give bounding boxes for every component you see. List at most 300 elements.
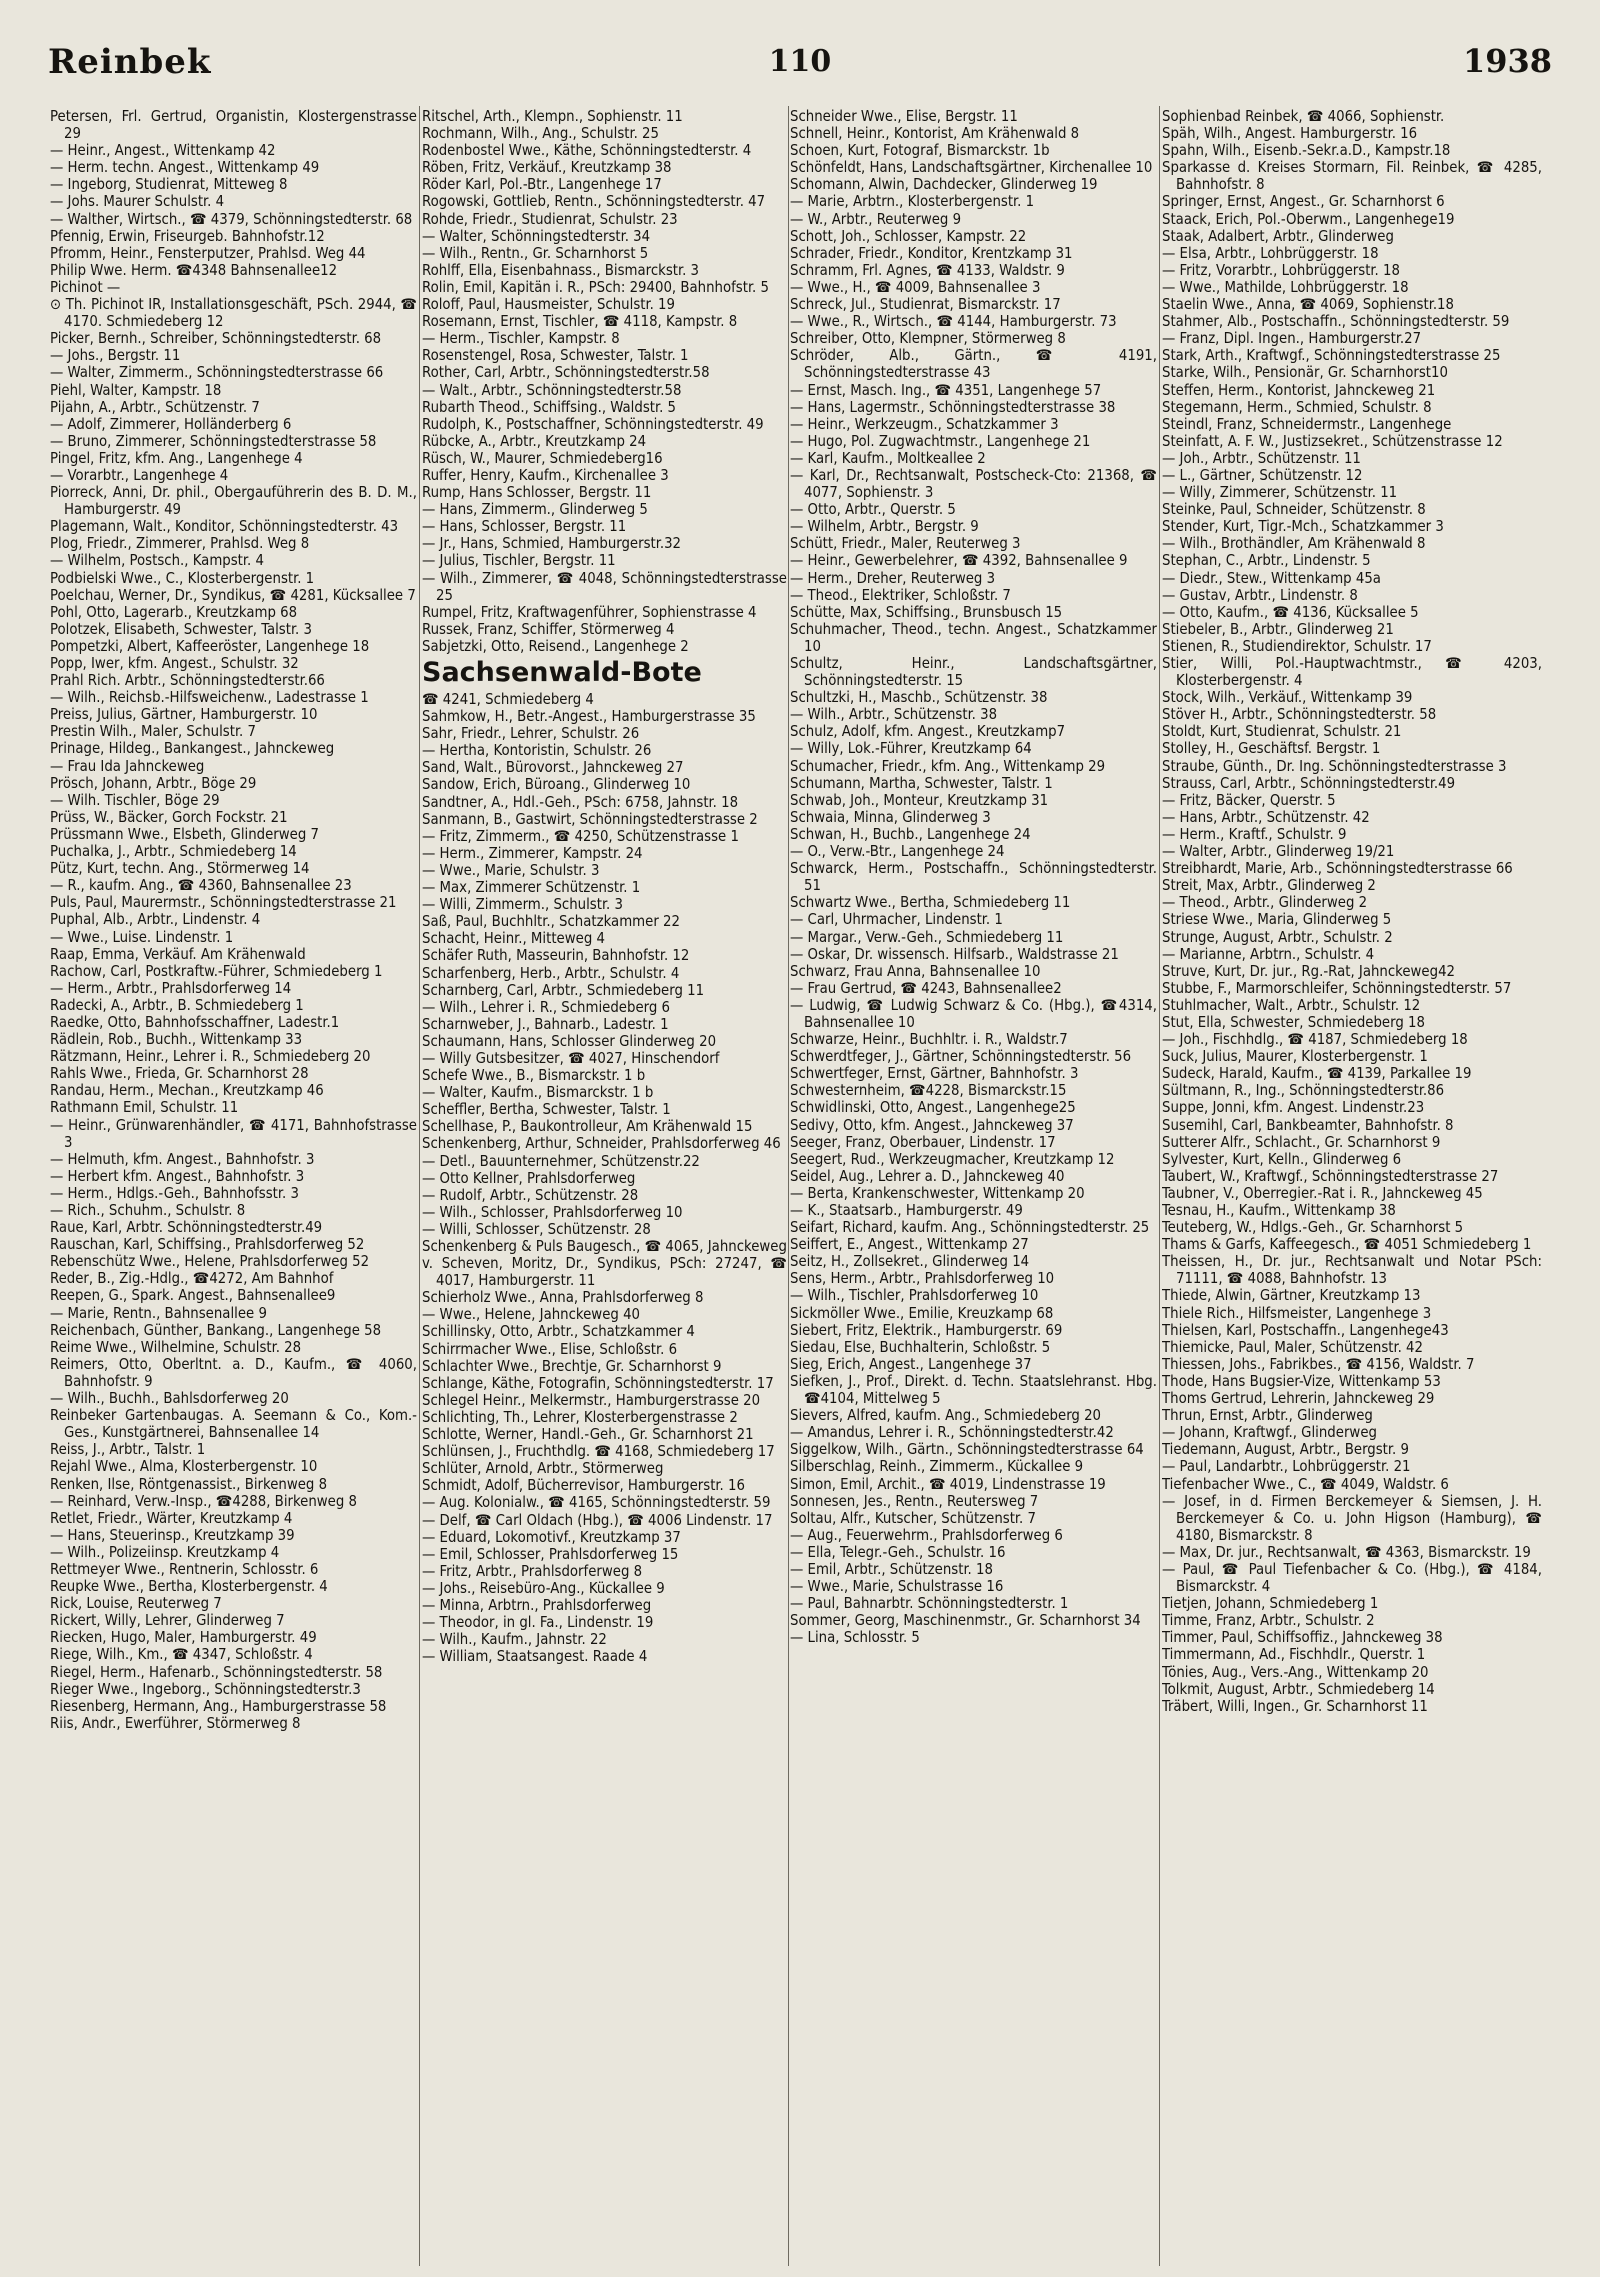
- directory-entry: — Theod., Elektriker, Schloßstr. 7: [790, 586, 1011, 604]
- directory-entry: Schwertfeger, Ernst, Gärtner, Bahnhofstr. 3: [790, 1065, 1079, 1083]
- directory-entry: Staak, Adalbert, Arbtr., Glinderweg: [1162, 227, 1394, 245]
- directory-entry: — Marie, Arbtrn., Klosterbergenstr. 1: [790, 193, 1035, 211]
- directory-entry: Schultzki, H., Maschb., Schützenstr. 38: [790, 689, 1048, 707]
- directory-entry: Raap, Emma, Verkäuf. Am Krähenwald: [50, 945, 306, 963]
- directory-entry: Thode, Hans Bugsier-Vize, Wittenkamp 53: [1162, 1372, 1441, 1390]
- directory-entry: Riegel, Herm., Hafenarb., Schönningstedterstr. 58: [50, 1663, 383, 1681]
- directory-entry: Reichenbach, Günther, Bankang., Langenhege 58: [50, 1321, 382, 1339]
- directory-entry: — Willi, Zimmerm., Schulstr. 3: [422, 896, 623, 914]
- directory-entry: — Wwe., Mathilde, Lohbrüggerstr. 18: [1162, 278, 1409, 296]
- directory-entry: ☎ 4241, Schmiedeberg 4: [422, 691, 594, 708]
- directory-entry: — Otto, Arbtr., Querstr. 5: [790, 501, 956, 519]
- directory-entry: Schäfer Ruth, Masseurin, Bahnhofstr. 12: [422, 947, 690, 965]
- directory-entry: Siggelkow, Wilh., Gärtn., Schönningstedterstrasse 64: [790, 1441, 1144, 1459]
- directory-entry: Schuhmacher, Theod., techn. Angest., Schatzkammer 10: [790, 620, 1157, 655]
- directory-entry: — Heinr., Angest., Wittenkamp 42: [50, 142, 276, 160]
- directory-entry: Rieger Wwe., Ingeborg., Schönningstedterstr.3: [50, 1680, 361, 1698]
- directory-entry: Schwaia, Minna, Glinderweg 3: [790, 808, 991, 826]
- directory-entry: — Wilh., Schlosser, Prahlsdorferweg 10: [422, 1203, 683, 1221]
- directory-entry: Prüss, W., Bäcker, Gorch Fockstr. 21: [50, 808, 288, 826]
- directory-entry: Sens, Herm., Arbtr., Prahlsdorferweg 10: [790, 1270, 1055, 1288]
- directory-entry: Schneider Wwe., Elise, Bergstr. 11: [790, 108, 1018, 125]
- directory-entry: Schacht, Heinr., Mitteweg 4: [422, 930, 605, 948]
- directory-entry: — Johann, Kraftwgf., Glinderweg: [1162, 1424, 1377, 1442]
- directory-entry: Schlüter, Arnold, Arbtr., Störmerweg: [422, 1460, 664, 1478]
- directory-entry: Tesnau, H., Kaufm., Wittenkamp 38: [1162, 1202, 1396, 1219]
- directory-entry: Rump, Hans Schlosser, Bergstr. 11: [422, 484, 652, 502]
- directory-entry: Piorreck, Anni, Dr. phil., Obergauführerin des B. D. M., Hamburgerstr. 49: [50, 484, 417, 519]
- directory-entry: Rachow, Carl, Postkraftw.-Führer, Schmiedeberg 1: [50, 962, 383, 980]
- directory-entry: Scharfenberg, Herb., Arbtr., Schulstr. 4: [422, 964, 680, 982]
- directory-entry: — Karl, Kaufm., Moltkeallee 2: [790, 449, 986, 467]
- directory-entry: Stut, Ella, Schwester, Schmiedeberg 18: [1162, 1013, 1425, 1031]
- directory-entry: Popp, Iwer, kfm. Angest., Schulstr. 32: [50, 655, 299, 672]
- directory-entry: Sutterer Alfr., Schlacht., Gr. Scharnhorst 9: [1162, 1133, 1441, 1151]
- directory-entry: — Elsa, Arbtr., Lohbrüggerstr. 18: [1162, 244, 1379, 262]
- directory-entry: Pfromm, Heinr., Fensterputzer, Prahlsd. Weg 44: [50, 244, 366, 262]
- directory-entry: Radecki, A., Arbtr., B. Schmiedeberg 1: [50, 996, 304, 1014]
- directory-entry: Schnell, Heinr., Kontorist, Am Krähenwald 8: [790, 125, 1080, 143]
- directory-entry: — Vorarbtr., Langenhege 4: [50, 466, 229, 484]
- directory-entry: Reepen, G., Spark. Angest., Bahnsenallee9: [50, 1287, 336, 1305]
- directory-entry: Rick, Louise, Reuterweg 7: [50, 1595, 222, 1613]
- directory-entry: — Ludwig, ☎ Ludwig Schwarz & Co. (Hbg.), ☎4314, Bahnsenallee 10: [790, 996, 1157, 1031]
- directory-entry: Scharnberg, Carl, Arbtr., Schmiedeberg 11: [422, 981, 705, 999]
- directory-entry: — Theodor, in gl. Fa., Lindenstr. 19: [422, 1614, 654, 1632]
- directory-entry: Thoms Gertrud, Lehrerin, Jahnckeweg 29: [1162, 1390, 1435, 1408]
- directory-entry: Rebenschütz Wwe., Helene, Prahlsdorferweg 52: [50, 1253, 370, 1271]
- directory-entry: Petersen, Frl. Gertrud, Organistin, Klostergenstrasse 29: [50, 108, 417, 143]
- directory-entry: Picker, Bernh., Schreiber, Schönningstedterstr. 68: [50, 330, 382, 348]
- directory-entry: Riege, Wilh., Km., ☎ 4347, Schloßstr. 4: [50, 1646, 313, 1664]
- directory-entry: — Paul, Landarbtr., Lohbrüggerstr. 21: [1162, 1458, 1411, 1476]
- directory-entry: Prüssmann Wwe., Elsbeth, Glinderweg 7: [50, 825, 320, 843]
- directory-entry: — Herm., Kraftf., Schulstr. 9: [1162, 825, 1347, 843]
- directory-entry: Schillinsky, Otto, Arbtr., Schatzkammer 4: [422, 1323, 695, 1341]
- directory-entry: Pingel, Fritz, kfm. Ang., Langenhege 4: [50, 449, 303, 467]
- directory-entry: — Wwe., R., Wirtsch., ☎ 4144, Hamburgerstr. 73: [790, 313, 1117, 331]
- directory-entry: Stephan, C., Arbtr., Lindenstr. 5: [1162, 552, 1371, 570]
- directory-entry: — Wwe., Marie, Schulstrasse 16: [790, 1578, 1004, 1596]
- directory-entry: — Willy, Lok.-Führer, Kreutzkamp 64: [790, 740, 1032, 758]
- directory-entry: — Paul, Bahnarbtr. Schönningstedterstr. 1: [790, 1595, 1069, 1613]
- directory-entry: Polotzek, Elisabeth, Schwester, Talstr. 3: [50, 620, 312, 638]
- directory-entry: ⊙ Th. Pichinot IR, Installationsgeschäft, PSch. 2944, ☎ 4170. Schmiedeberg 12: [50, 296, 417, 331]
- directory-entry: — Herm., Zimmerer, Kampstr. 24: [422, 844, 643, 862]
- directory-entry: Seeger, Franz, Oberbauer, Lindenstr. 17: [790, 1133, 1056, 1151]
- directory-entry: Schwerdtfeger, J., Gärtner, Schönningstedterstr. 56: [790, 1048, 1132, 1066]
- directory-entry: — Lina, Schlosstr. 5: [790, 1629, 920, 1647]
- directory-entry: — Frau Ida Jahnckeweg: [50, 757, 205, 775]
- directory-entry: Tietjen, Johann, Schmiedeberg 1: [1162, 1595, 1379, 1613]
- directory-entry: — Fritz, Zimmerm., ☎ 4250, Schützenstrasse 1: [422, 827, 739, 845]
- directory-entry: Sonnesen, Jes., Rentn., Reutersweg 7: [790, 1492, 1039, 1510]
- directory-entry: Podbielski Wwe., C., Klosterbergenstr. 1: [50, 569, 315, 587]
- directory-entry: Sahr, Friedr., Lehrer, Schulstr. 26: [422, 725, 640, 743]
- directory-entry: Sabjetzki, Otto, Reisend., Langenhege 2: [422, 637, 689, 655]
- directory-entry: Schenkenberg & Puls Baugesch., ☎ 4065, Jahnckeweg: [422, 1238, 787, 1255]
- directory-entry: Rübcke, A., Arbtr., Kreutzkamp 24: [422, 432, 647, 450]
- directory-entry: Pohl, Otto, Lagerarb., Kreutzkamp 68: [50, 603, 298, 621]
- directory-column-1: [50, 108, 417, 2268]
- directory-entry: Saß, Paul, Buchhltr., Schatzkammer 22: [422, 913, 680, 931]
- directory-entry: — Walter, Kaufm., Bismarckstr. 1 b: [422, 1084, 654, 1102]
- directory-entry: Stier, Willi, Pol.-Hauptwachtmstr., ☎ 4203, Klosterbergenstr. 4: [1162, 655, 1542, 690]
- directory-entry: — Wilh., Buchh., Bahlsdorferweg 20: [50, 1390, 289, 1408]
- directory-entry: Reupke Wwe., Bertha, Klosterbergenstr. 4: [50, 1578, 328, 1596]
- directory-entry: — Johs., Bergstr. 11: [50, 347, 181, 365]
- directory-entry: Schrader, Friedr., Konditor, Krentzkamp 31: [790, 244, 1073, 262]
- directory-entry: Thielsen, Karl, Postschaffn., Langenhege43: [1162, 1321, 1449, 1339]
- directory-entry: — Hans, Schlosser, Bergstr. 11: [422, 518, 627, 536]
- directory-entry: Piehl, Walter, Kampstr. 18: [50, 381, 222, 399]
- directory-entry: Stender, Kurt, Tigr.-Mch., Schatzkammer 3: [1162, 518, 1444, 536]
- directory-entry: — Joh., Fischhdlg., ☎ 4187, Schmiedeberg 18: [1162, 1031, 1468, 1049]
- directory-entry: Späh, Wilh., Angest. Hamburgerstr. 16: [1162, 125, 1418, 143]
- directory-entry: Streit, Max, Arbtr., Glinderweg 2: [1162, 877, 1376, 895]
- directory-entry: Schefe Wwe., B., Bismarckstr. 1 b: [422, 1067, 646, 1085]
- directory-entry: Randau, Herm., Mechan., Kreutzkamp 46: [50, 1082, 324, 1100]
- directory-entry: Reder, B., Zig.-Hdlg., ☎4272, Am Bahnhof: [50, 1270, 334, 1288]
- directory-entry: Striese Wwe., Maria, Glinderweg 5: [1162, 911, 1392, 929]
- directory-entry: Thams & Garfs, Kaffeegesch., ☎ 4051 Schmiedeberg 1: [1162, 1236, 1532, 1254]
- directory-entry: — O., Verw.-Btr., Langenhege 24: [790, 843, 1005, 861]
- directory-column-3: [790, 108, 1157, 2268]
- directory-entry: Schwesternheim, ☎4228, Bismarckstr.15: [790, 1082, 1067, 1100]
- directory-entry: — Wilh. Tischler, Böge 29: [50, 791, 220, 809]
- directory-entry: — Wilh., Brothändler, Am Krähenwald 8: [1162, 535, 1426, 553]
- directory-entry: Spahn, Wilh., Eisenb.-Sekr.a.D., Kampstr.18: [1162, 142, 1451, 160]
- directory-entry: Reinbeker Gartenbaugas. A. Seemann & Co., Kom.-Ges., Kunstgärtnerei, Bahnsenallee 14: [50, 1407, 417, 1442]
- directory-entry: Schröder, Alb., Gärtn., ☎ 4191, Schönningstedterstrasse 43: [790, 347, 1157, 382]
- directory-entry: Röben, Fritz, Verkäuf., Kreutzkamp 38: [422, 159, 672, 177]
- directory-entry: Sophienbad Reinbek, ☎ 4066, Sophienstr.: [1162, 108, 1445, 125]
- directory-entry: Russek, Franz, Schiffer, Störmerweg 4: [422, 620, 675, 638]
- directory-entry: Thiede, Alwin, Gärtner, Kreutzkamp 13: [1162, 1287, 1421, 1305]
- directory-entry: — Ingeborg, Studienrat, Mitteweg 8: [50, 176, 288, 194]
- directory-entry: — Wilhelm, Postsch., Kampstr. 4: [50, 552, 264, 570]
- directory-entry: Schlachter Wwe., Brechtje, Gr. Scharnhorst 9: [422, 1357, 722, 1375]
- directory-entry: Schreiber, Otto, Klempner, Störmerweg 8: [790, 330, 1066, 348]
- directory-entry: Pütz, Kurt, techn. Ang., Störmerweg 14: [50, 860, 310, 878]
- directory-entry: Rudolph, K., Postschaffner, Schönningstedterstr. 49: [422, 415, 764, 433]
- directory-entry: Reiss, J., Arbtr., Talstr. 1: [50, 1441, 206, 1459]
- directory-entry: Steffen, Herm., Kontorist, Jahnckeweg 21: [1162, 381, 1436, 399]
- directory-entry: Plog, Friedr., Zimmerer, Prahlsd. Weg 8: [50, 535, 310, 553]
- directory-entry: Rickert, Willy, Lehrer, Glinderweg 7: [50, 1612, 285, 1630]
- directory-entry: — Franz, Dipl. Ingen., Hamburgerstr.27: [1162, 330, 1422, 348]
- directory-entry: Schoen, Kurt, Fotograf, Bismarckstr. 1b: [790, 142, 1050, 160]
- directory-entry: Stiebeler, B., Arbtr., Glinderweg 21: [1162, 620, 1394, 638]
- page-number: 110: [768, 44, 832, 79]
- directory-entry: — Wilh., Polizeiinsp. Kreutzkamp 4: [50, 1543, 280, 1561]
- directory-entry: — Eduard, Lokomotivf., Kreutzkamp 37: [422, 1528, 681, 1546]
- directory-entry: — Oskar, Dr. wissensch. Hilfsarb., Waldstrasse 21: [790, 945, 1119, 963]
- directory-entry: Prösch, Johann, Arbtr., Böge 29: [50, 774, 257, 792]
- directory-entry: Rodenbostel Wwe., Käthe, Schönningstedterstr. 4: [422, 142, 752, 160]
- directory-entry: Schulz, Adolf, kfm. Angest., Kreutzkamp7: [790, 723, 1066, 741]
- directory-entry: Riecken, Hugo, Maler, Hamburgerstr. 49: [50, 1629, 317, 1647]
- directory-entry: Siedau, Else, Buchhalterin, Schloßstr. 5: [790, 1338, 1051, 1356]
- directory-entry: — Carl, Uhrmacher, Lindenstr. 1: [790, 911, 1003, 929]
- directory-entry: Prinage, Hildeg., Bankangest., Jahnckeweg: [50, 740, 335, 758]
- directory-entry: Schumann, Martha, Schwester, Talstr. 1: [790, 774, 1053, 792]
- directory-entry: — Helmuth, kfm. Angest., Bahnhofstr. 3: [50, 1150, 315, 1168]
- directory-entry: — Herm., Arbtr., Prahlsdorferweg 14: [50, 979, 292, 997]
- directory-entry: Poelchau, Werner, Dr., Syndikus, ☎ 4281, Kücksallee 7: [50, 586, 416, 604]
- directory-entry: — Delf, ☎ Carl Oldach (Hbg.), ☎ 4006 Lindenstr. 17: [422, 1511, 773, 1529]
- column-divider: [788, 106, 789, 2266]
- directory-entry: — Wilh., Lehrer i. R., Schmiedeberg 6: [422, 998, 670, 1016]
- directory-entry: Schott, Joh., Schlosser, Kampstr. 22: [790, 227, 1027, 245]
- directory-entry: Siebert, Fritz, Elektrik., Hamburgerstr. 69: [790, 1321, 1063, 1339]
- directory-entry: Schellhase, P., Baukontrolleur, Am Krähenwald 15: [422, 1118, 753, 1136]
- directory-entry: Puchalka, J., Arbtr., Schmiedeberg 14: [50, 843, 297, 861]
- directory-entry: Straube, Günth., Dr. Ing. Schönningstedterstrasse 3: [1162, 757, 1507, 775]
- directory-entry: Rätzmann, Heinr., Lehrer i. R., Schmiedeberg 20: [50, 1048, 371, 1066]
- directory-entry: Rüsch, W., Maurer, Schmiedeberg16: [422, 449, 663, 467]
- directory-entry: — Paul, ☎ Paul Tiefenbacher & Co. (Hbg.), ☎ 4184, Bismarckstr. 4: [1162, 1560, 1542, 1596]
- directory-entry: Schönfeldt, Hans, Landschaftsgärtner, Kirchenallee 10: [790, 159, 1153, 177]
- directory-entry: Rohde, Friedr., Studienrat, Schulstr. 23: [422, 210, 678, 228]
- directory-entry: — Otto, Kaufm., ☎ 4136, Kücksallee 5: [1162, 603, 1419, 621]
- directory-entry: Schaumann, Hans, Schlosser Glinderweg 20: [422, 1032, 717, 1050]
- directory-entry: — Marianne, Arbtrn., Schulstr. 4: [1162, 945, 1375, 963]
- directory-entry: Sickmöller Wwe., Emilie, Kreuzkamp 68: [790, 1304, 1054, 1322]
- column-divider: [1159, 106, 1160, 2266]
- directory-entry: Puphal, Alb., Arbtr., Lindenstr. 4: [50, 911, 261, 929]
- directory-entry: — Amandus, Lehrer i. R., Schönningstedterstr.42: [790, 1424, 1114, 1442]
- directory-entry: Sievers, Alfred, kaufm. Ang., Schmiedeberg 20: [790, 1407, 1102, 1425]
- directory-entry: Starke, Wilh., Pensionär, Gr. Scharnhorst10: [1162, 364, 1448, 382]
- directory-entry: — Ella, Telegr.-Geh., Schulstr. 16: [790, 1543, 1006, 1561]
- directory-entry: Rathmann Emil, Schulstr. 11: [50, 1099, 239, 1117]
- directory-entry: — Aug. Kolonialw., ☎ 4165, Schönningstedterstr. 59: [422, 1494, 771, 1512]
- directory-entry: — K., Staatsarb., Hamburgerstr. 49: [790, 1202, 1023, 1219]
- directory-entry: Schirrmacher Wwe., Elise, Schloßstr. 6: [422, 1340, 678, 1358]
- directory-entry: — Wwe., Luise. Lindenstr. 1: [50, 928, 234, 946]
- directory-entry: — Otto Kellner, Prahlsdorferweg: [422, 1169, 636, 1187]
- directory-entry: — Bruno, Zimmerer, Schönningstedterstrasse 58: [50, 432, 377, 450]
- directory-entry: — Herbert kfm. Angest., Bahnhofstr. 3: [50, 1167, 305, 1185]
- directory-entry: Rosenstengel, Rosa, Schwester, Talstr. 1: [422, 347, 689, 365]
- directory-entry: Schwarz, Frau Anna, Bahnsenallee 10: [790, 962, 1041, 980]
- directory-entry: Siefken, J., Prof., Direkt. d. Techn. Staatslehranst. Hbg. ☎4104, Mittelweg 5: [790, 1372, 1157, 1408]
- directory-entry: Streibhardt, Marie, Arb., Schönningstedterstrasse 66: [1162, 860, 1513, 878]
- directory-entry: Sylvester, Kurt, Kelln., Glinderweg 6: [1162, 1150, 1402, 1168]
- directory-entry: Rother, Carl, Arbtr., Schönningstedterstr.58: [422, 364, 710, 382]
- directory-entry: Thiemicke, Paul, Maler, Schützenstr. 42: [1162, 1338, 1423, 1356]
- directory-entry: Ritschel, Arth., Klempn., Sophienstr. 11: [422, 108, 683, 125]
- directory-entry: Susemihl, Carl, Bankbeamter, Bahnhofstr. 8: [1162, 1116, 1454, 1134]
- directory-entry: — Walther, Wirtsch., ☎ 4379, Schönningstedterstr. 68: [50, 210, 413, 228]
- directory-entry: Stolley, H., Geschäftsf. Bergstr. 1: [1162, 740, 1381, 758]
- directory-entry: Raedke, Otto, Bahnhofsschaffner, Ladestr.1: [50, 1013, 340, 1031]
- directory-entry: — W., Arbtr., Reuterweg 9: [790, 210, 962, 228]
- directory-entry: Thiessen, Johs., Fabrikbes., ☎ 4156, Waldstr. 7: [1162, 1355, 1475, 1373]
- directory-entry: Rubarth Theod., Schiffsing., Waldstr. 5: [422, 398, 677, 416]
- column-divider: [419, 106, 420, 2266]
- directory-entry: Pijahn, A., Arbtr., Schützenstr. 7: [50, 398, 260, 416]
- directory-entry: — William, Staatsangest. Raade 4: [422, 1648, 648, 1666]
- directory-entry: — Walter, Zimmerm., Schönningstedterstrasse 66: [50, 364, 384, 382]
- directory-entry: Rahls Wwe., Frieda, Gr. Scharnhorst 28: [50, 1065, 309, 1083]
- directory-entry: — Fritz, Arbtr., Prahlsdorferweg 8: [422, 1562, 643, 1580]
- directory-entry: Puls, Paul, Maurermstr., Schönningstedterstrasse 21: [50, 894, 397, 912]
- directory-entry: Schumacher, Friedr., kfm. Ang., Wittenkamp 29: [790, 757, 1106, 775]
- directory-entry: Scharnweber, J., Bahnarb., Ladestr. 1: [422, 1015, 669, 1033]
- town-name: Reinbek: [48, 42, 212, 82]
- directory-entry: Sudeck, Harald, Kaufm., ☎ 4139, Parkallee 19: [1162, 1065, 1472, 1083]
- directory-entry: Silberschlag, Reinh., Zimmerm., Kückallee 9: [790, 1458, 1084, 1476]
- directory-entry: Preiss, Julius, Gärtner, Hamburgerstr. 10: [50, 706, 318, 724]
- directory-entry: Schreck, Jul., Studienrat, Bismarckstr. 17: [790, 296, 1061, 314]
- directory-entry: Stubbe, F., Marmorschleifer, Schönningstedterstr. 57: [1162, 979, 1512, 997]
- directory-entry: Thiele Rich., Hilfsmeister, Langenhege 3: [1162, 1304, 1432, 1322]
- directory-entry: — Walter, Arbtr., Glinderweg 19/21: [1162, 843, 1395, 861]
- directory-entry: — Wwe., Marie, Schulstr. 3: [422, 861, 600, 879]
- directory-entry: Rädlein, Rob., Buchh., Wittenkamp 33: [50, 1031, 303, 1049]
- directory-entry: Schultz, Heinr., Landschaftsgärtner, Schönningstedterstr. 15: [790, 655, 1157, 690]
- directory-entry: — Emil, Arbtr., Schützenstr. 18: [790, 1560, 993, 1578]
- directory-entry: Seifart, Richard, kaufm. Ang., Schönningstedterstr. 25: [790, 1219, 1150, 1237]
- directory-entry: — Hans, Arbtr., Schützenstr. 42: [1162, 808, 1370, 826]
- directory-entry: Theissen, H., Dr. jur., Rechtsanwalt und Notar PSch: 71111, ☎ 4088, Bahnhofstr. 13: [1162, 1253, 1542, 1288]
- directory-entry: — Wilh., Tischler, Prahlsdorferweg 10: [790, 1287, 1039, 1305]
- directory-entry: Timmer, Paul, Schiffsoffiz., Jahnckeweg 38: [1162, 1629, 1443, 1647]
- directory-entry: Schwidlinski, Otto, Angest., Langenhege25: [790, 1099, 1076, 1117]
- directory-entry: Sparkasse d. Kreises Stormarn, Fil. Reinbek, ☎ 4285, Bahnhofstr. 8: [1162, 159, 1542, 194]
- directory-entry: Sandtner, A., Hdl.-Geh., PSch: 6758, Jahnstr. 18: [422, 793, 739, 811]
- directory-entry: — Willi, Schlosser, Schützenstr. 28: [422, 1220, 651, 1238]
- directory-entry: Sanmann, B., Gastwirt, Schönningstedterstrasse 2: [422, 810, 758, 828]
- directory-entry: Steindl, Franz, Schneidermstr., Langenhege: [1162, 415, 1452, 433]
- directory-entry: Reime Wwe., Wilhelmine, Schulstr. 28: [50, 1338, 302, 1356]
- directory-entry: v. Scheven, Moritz, Dr., Syndikus, PSch: 27247, ☎ 4017, Hamburgerstr. 11: [422, 1255, 787, 1290]
- directory-entry: Schwarze, Heinr., Buchhltr. i. R., Waldstr.7: [790, 1031, 1068, 1049]
- directory-entry: — Jr., Hans, Schmied, Hamburgerstr.32: [422, 535, 682, 553]
- directory-entry: Schwartz Wwe., Bertha, Schmiedeberg 11: [790, 894, 1071, 912]
- directory-entry: Rogowski, Gottlieb, Rentn., Schönningstedterstr. 47: [422, 193, 766, 211]
- directory-entry: Stark, Arth., Kraftwgf., Schönningstedterstrasse 25: [1162, 347, 1501, 365]
- directory-entry: Seegert, Rud., Werkzeugmacher, Kreutzkamp 12: [790, 1150, 1115, 1168]
- directory-entry: Sedivy, Otto, kfm. Angest., Jahnckeweg 37: [790, 1116, 1074, 1134]
- directory-entry: Schlegel Heinr., Melkermstr., Hamburgerstrasse 20: [422, 1391, 761, 1409]
- directory-entry: Raue, Karl, Arbtr. Schönningstedterstr.49: [50, 1219, 323, 1237]
- directory-entry: — Aug., Feuerwehrm., Prahlsdorferweg 6: [790, 1526, 1063, 1544]
- directory-entry: — Wilhelm, Arbtr., Bergstr. 9: [790, 518, 979, 536]
- directory-entry: Seiffert, E., Angest., Wittenkamp 27: [790, 1236, 1029, 1254]
- directory-entry: Springer, Ernst, Angest., Gr. Scharnhorst 6: [1162, 193, 1445, 211]
- directory-entry: — Walter, Schönningstedterstr. 34: [422, 227, 651, 245]
- directory-entry: Steinfatt, A. F. W., Justizsekret., Schützenstrasse 12: [1162, 432, 1503, 450]
- directory-entry: Pompetzki, Albert, Kaffeeröster, Langenhege 18: [50, 637, 370, 655]
- directory-entry: Rumpel, Fritz, Kraftwagenführer, Sophienstrasse 4: [422, 603, 757, 621]
- directory-entry: Riesenberg, Hermann, Ang., Hamburgerstrasse 58: [50, 1697, 387, 1715]
- directory-entry: Simon, Emil, Archit., ☎ 4019, Lindenstrasse 19: [790, 1475, 1106, 1493]
- directory-entry: Timmermann, Ad., Fischhdlr., Querstr. 1: [1162, 1646, 1426, 1664]
- directory-entry: Taubert, W., Kraftwgf., Schönningstedterstrasse 27: [1162, 1167, 1499, 1185]
- directory-entry: Seitz, H., Zollsekret., Glinderweg 14: [790, 1253, 1030, 1271]
- directory-entry: — Max, Zimmerer Schützenstr. 1: [422, 879, 641, 897]
- directory-entry: — Detl., Bauunternehmer, Schützenstr.22: [422, 1152, 700, 1170]
- directory-entry: Schramm, Frl. Agnes, ☎ 4133, Waldstr. 9: [790, 261, 1065, 279]
- directory-entry: Schwan, H., Buchb., Langenhege 24: [790, 825, 1031, 843]
- directory-entry: Schlichting, Th., Lehrer, Klosterbergenstrasse 2: [422, 1408, 738, 1426]
- directory-entry: Steinke, Paul, Schneider, Schützenstr. 8: [1162, 501, 1426, 519]
- directory-entry: — Herm., Dreher, Reuterweg 3: [790, 569, 996, 587]
- directory-entry: — Rich., Schuhm., Schulstr. 8: [50, 1202, 246, 1219]
- directory-entry: Schlünsen, J., Fruchthdlg. ☎ 4168, Schmiedeberg 17: [422, 1443, 775, 1461]
- directory-entry: — Hugo, Pol. Zugwachtmstr., Langenhege 21: [790, 432, 1091, 450]
- directory-entry: — Wilh., Kaufm., Jahnstr. 22: [422, 1631, 607, 1649]
- directory-entry: — Heinr., Gewerbelehrer, ☎ 4392, Bahnsenallee 9: [790, 552, 1128, 570]
- directory-entry: — L., Gärtner, Schützenstr. 12: [1162, 466, 1363, 484]
- directory-entry: Sand, Walt., Bürovorst., Jahnckeweg 27: [422, 759, 684, 777]
- directory-entry: Sahmkow, H., Betr.-Angest., Hamburgerstrasse 35: [422, 708, 756, 726]
- directory-entry: — Johs. Maurer Schulstr. 4: [50, 193, 225, 211]
- directory-entry: — Marie, Rentn., Bahnsenallee 9: [50, 1304, 267, 1322]
- directory-entry: Scheffler, Bertha, Schwester, Talstr. 1: [422, 1101, 671, 1119]
- directory-entry: — Emil, Schlosser, Prahlsdorferweg 15: [422, 1545, 679, 1563]
- directory-entry: Stegemann, Herm., Schmied, Schulstr. 8: [1162, 398, 1432, 416]
- directory-entry: — Heinr., Werkzeugm., Schatzkammer 3: [790, 415, 1059, 433]
- directory-entry: — Gustav, Arbtr., Lindenstr. 8: [1162, 586, 1358, 604]
- directory-entry: Soltau, Alfr., Kutscher, Schützenstr. 7: [790, 1509, 1036, 1527]
- directory-entry: Retlet, Friedr., Wärter, Kreutzkamp 4: [50, 1509, 293, 1527]
- directory-entry: Tönies, Aug., Vers.-Ang., Wittenkamp 20: [1162, 1663, 1429, 1681]
- directory-entry: — Rudolf, Arbtr., Schützenstr. 28: [422, 1186, 639, 1204]
- directory-entry: Tolkmit, August, Arbtr., Schmiedeberg 14: [1162, 1680, 1435, 1698]
- directory-entry: Strunge, August, Arbtr., Schulstr. 2: [1162, 928, 1393, 946]
- directory-entry: Stienen, R., Studiendirektor, Schulstr. 17: [1162, 637, 1432, 655]
- page-header: [48, 42, 1552, 92]
- directory-entry: Sommer, Georg, Maschinenmstr., Gr. Scharnhorst 34: [790, 1612, 1141, 1630]
- directory-entry: — Herm., Hdlgs.-Geh., Bahnhofsstr. 3: [50, 1184, 299, 1202]
- directory-entry: — Joh., Arbtr., Schützenstr. 11: [1162, 449, 1361, 467]
- directory-entry: — Wilh., Rentn., Gr. Scharnhorst 5: [422, 244, 649, 262]
- directory-entry: Sültmann, R., Ing., Schönningstedterstr.86: [1162, 1082, 1445, 1100]
- directory-column-4: [1162, 108, 1542, 2268]
- directory-entry: Rochmann, Wilh., Ang., Schulstr. 25: [422, 125, 659, 143]
- directory-entry: Teuteberg, W., Hdlgs.-Geh., Gr. Scharnhorst 5: [1162, 1219, 1464, 1237]
- directory-entry: Tiedemann, August, Arbtr., Bergstr. 9: [1162, 1441, 1409, 1459]
- directory-entry: Schenkenberg, Arthur, Schneider, Prahlsdorferweg 46: [422, 1135, 781, 1153]
- directory-entry: Philip Wwe. Herm. ☎4348 Bahnsenallee12: [50, 261, 338, 279]
- directory-entry: Stuhlmacher, Walt., Arbtr., Schulstr. 12: [1162, 996, 1421, 1014]
- directory-entry: Timme, Franz, Arbtr., Schulstr. 2: [1162, 1612, 1375, 1630]
- directory-entry: Rolin, Emil, Kapitän i. R., PSch: 29400, Bahnhofstr. 5: [422, 278, 769, 296]
- directory-entry: Schütte, Max, Schiffsing., Brunsbusch 15: [790, 603, 1063, 621]
- directory-entry: — Heinr., Grünwarenhändler, ☎ 4171, Bahnhofstrasse 3: [50, 1116, 417, 1151]
- directory-entry: — Margar., Verw.-Geh., Schmiedeberg 11: [790, 928, 1064, 946]
- directory-entry: Staack, Erich, Pol.-Oberwm., Langenhege19: [1162, 210, 1455, 228]
- directory-entry: — Johs., Reisebüro-Ang., Kückallee 9: [422, 1579, 665, 1597]
- directory-entry: — Wwe., Helene, Jahnckeweg 40: [422, 1306, 641, 1324]
- directory-entry: — Karl, Dr., Rechtsanwalt, Postscheck-Cto: 21368, ☎ 4077, Sophienstr. 3: [790, 466, 1157, 502]
- directory-entry: — Hertha, Kontoristin, Schulstr. 26: [422, 742, 652, 760]
- directory-entry: — Theod., Arbtr., Glinderweg 2: [1162, 894, 1368, 912]
- directory-entry: Ruffer, Henry, Kaufm., Kirchenallee 3: [422, 466, 669, 484]
- directory-entry: Stoldt, Kurt, Studienrat, Schulstr. 21: [1162, 723, 1402, 741]
- directory-entry: — Wilh., Arbtr., Schützenstr. 38: [790, 706, 998, 724]
- directory-entry: Thrun, Ernst, Arbtr., Glinderweg: [1162, 1407, 1373, 1425]
- directory-entry: Rosemann, Ernst, Tischler, ☎ 4118, Kampstr. 8: [422, 313, 738, 331]
- directory-entry: — Adolf, Zimmerer, Holländerberg 6: [50, 415, 292, 433]
- directory-entry: — Wwe., H., ☎ 4009, Bahnsenallee 3: [790, 278, 1041, 296]
- directory-entry: Schomann, Alwin, Dachdecker, Glinderweg 19: [790, 176, 1098, 194]
- directory-entry: Schlange, Käthe, Fotografin, Schönningstedterstr. 17: [422, 1374, 774, 1392]
